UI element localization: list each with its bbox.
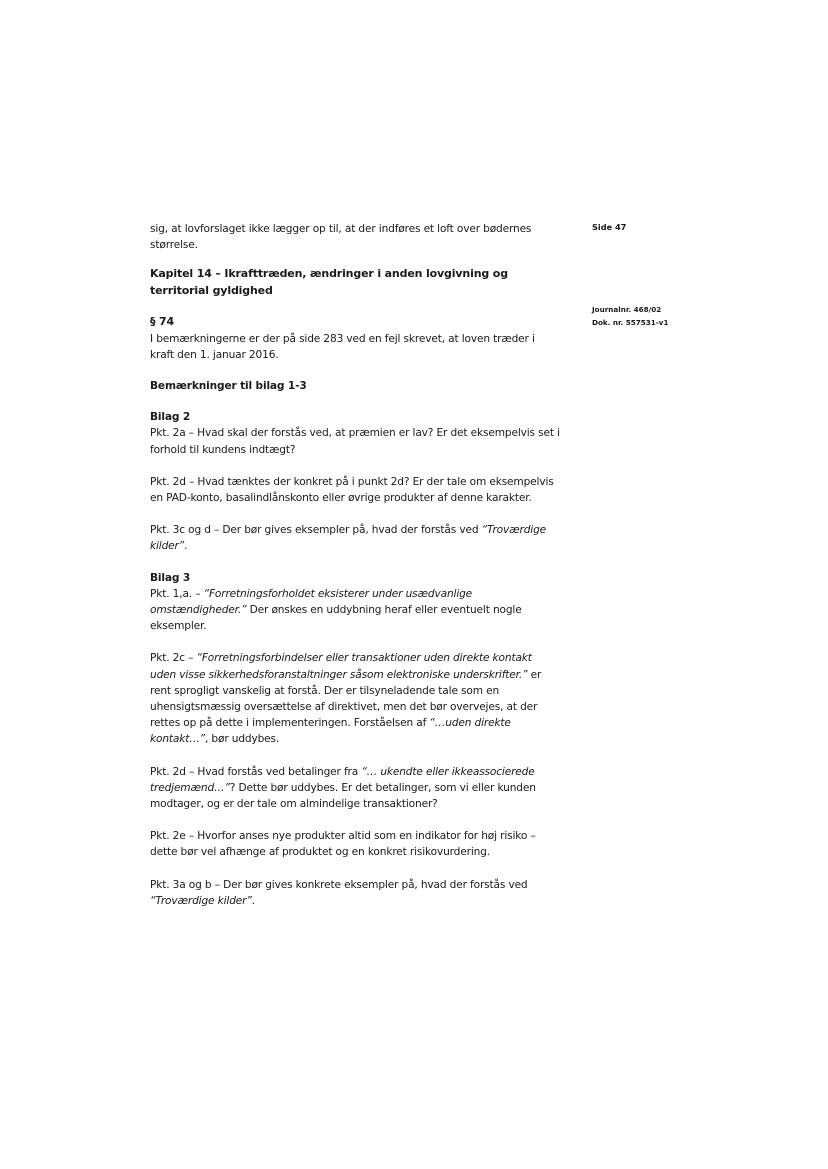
intro-paragraph: sig, at lovforslaget ikke lægger op til, at der indføres et loft over bødernes størrelse.	[150, 223, 532, 252]
annex-3-item-2d-label: Pkt. 2d – Hvad forstås ved betalinger fra	[150, 765, 362, 778]
annex-3-item-2c-label: Pkt. 2c –	[150, 652, 197, 665]
annex-3-item-2c-text: er rent sprogligt vanskelig at forstå. Der er tilsyneladende tale som en uhensigtsmæssig oversættelse af direktivet, men det bør overvejes, at der rettes op på dette i implementeringen. Forståelsen af	[150, 668, 542, 730]
annex-2-heading: Bilag 2	[150, 411, 191, 424]
section-74-heading: § 74	[150, 315, 175, 329]
section-74-text: I bemærkningerne er der på side 283 ved en fejl skrevet, at loven træder i kraft den 1. januar 2016.	[150, 332, 535, 361]
page-number: Side 47	[592, 222, 627, 232]
chapter-heading: Kapitel 14 – Ikrafttræden, ændringer i anden lovgivning og territorial gyldighed	[150, 267, 508, 298]
annex-2-item-3cd-quote: “Troværdige kilder”	[150, 524, 547, 553]
annex-3-item-2c	[150, 650, 560, 747]
annex-3-item-2d-quote: “… ukendte eller ikkeassocierede tredjemænd…”	[150, 765, 535, 794]
annex-3-item-1a-quote: “Forretningsforholdet eksisterer under usædvanlige omstændigheder.”	[150, 587, 473, 617]
annex-2-item-3cd	[150, 522, 560, 554]
annex-2-item-3cd-text: Pkt. 3c og d – Der bør gives eksempler på, hvad der forstås ved	[150, 524, 482, 537]
annex-3-item-2d-text: ? Dette bør uddybes. Er det betalinger, som vi eller kunden modtager, og er der tale om almindelige transaktioner?	[150, 781, 536, 811]
annex-3-item-2e: Pkt. 2e – Hvorfor anses nye produkter altid som en indikator for høj risiko – dette bør vel afhænge af produktet og en konkret risikovurdering.	[150, 830, 536, 859]
remarks-heading: Bemærkninger til bilag 1-3	[150, 380, 307, 393]
annex-3-item-1a-text: Der ønskes en uddybning heraf eller eventuelt nogle eksempler.	[150, 604, 522, 633]
annex-2-item-2d: Pkt. 2d – Hvad tænktes der konkret på i punkt 2d? Er der tale om eksempelvis en PAD-konto, basalindlånskonto eller øvrige produkter af denne karakter.	[150, 475, 554, 505]
document-number: Dok. nr. 557531-v1	[592, 318, 669, 327]
document-reference	[592, 303, 668, 329]
annex-3-item-2c-quote-2: “…uden direkte kontakt…”	[150, 717, 511, 746]
annex-3-item-2d	[150, 764, 560, 813]
annex-3-item-2c-end: , bør uddybes.	[205, 733, 280, 746]
annex-3-item-2c-quote: “Forretningsforbindelser eller transaktioner uden direkte kontakt uden visse sikkerhedsforanstaltninger såsom elektroniske underskrifter.”	[150, 652, 532, 681]
annex-3-item-3ab	[150, 877, 560, 909]
annex-3-heading: Bilag 3	[150, 571, 191, 584]
annex-3-item-3ab-end: .	[251, 894, 255, 907]
annex-3-item-1a-label: Pkt. 1,a. –	[150, 587, 204, 600]
document-body	[150, 221, 560, 909]
annex-3-item-1a	[150, 586, 560, 635]
annex-3-item-3ab-text: Pkt. 3a og b – Der bør gives konkrete eksempler på, hvad der forstås ved	[150, 878, 528, 891]
annex-2-item-2a: Pkt. 2a – Hvad skal der forstås ved, at præmien er lav? Er det eksempelvis set i forhold til kundens indtægt?	[150, 427, 560, 456]
annex-2-item-3cd-end: .	[184, 540, 188, 553]
annex-3-item-3ab-quote: “Troværdige kilder”	[150, 894, 252, 907]
journal-number: Journalnr. 468/02	[592, 305, 662, 314]
